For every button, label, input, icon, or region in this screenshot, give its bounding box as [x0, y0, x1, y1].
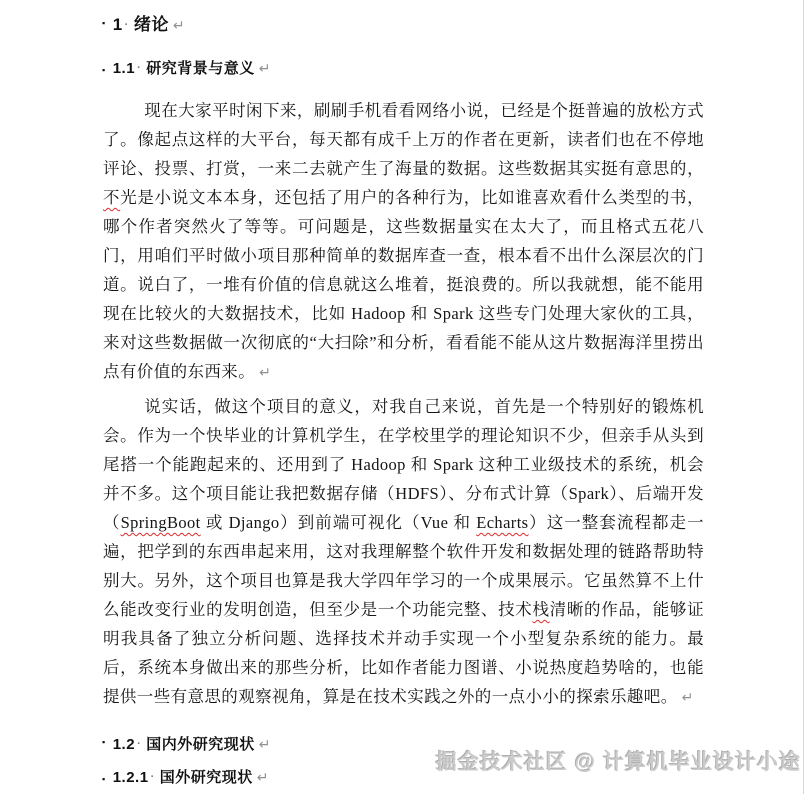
heading-number: 1 [112, 15, 123, 34]
heading-1-1-background [102, 57, 270, 78]
space-dot-mark: · [124, 19, 129, 31]
paragraph-mark-icon: ↵ [681, 690, 694, 706]
space-dot-mark: · [150, 771, 155, 783]
heading-title: 绪论 [133, 15, 169, 34]
heading-title: 国内外研究现状 [146, 736, 255, 753]
paragraph-text-segment: 清晰的作品，能够证明我具备了独立分析问题、选择技术并动手实现一个小型复杂系统的能力。最后，系统本身做出来的那些分析，比如作者能力图谱、小说热度趋势啥的，也能提供一些有意思的观察视角，算是在技术实践之外的一点小小的探索乐趣吧。 [103, 600, 705, 706]
heading-bullet-square-icon: ▪ [102, 18, 106, 28]
paragraph-mark-icon: ↵ [258, 737, 271, 753]
heading-title: 国外研究现状 [159, 769, 253, 786]
heading-number: 1.1 [112, 60, 136, 77]
space-dot-mark: · [137, 738, 142, 750]
paragraph-text-segment: 说实话，做这个项目的意义，对我自己来说，首先是一个特别好的锻炼机会。作为一个快毕业的计算机学生，在学校里学的理论知识不少，但亲手从头到尾搭一个能跑起来的、还用到了 Hadoop 和 Spark 这种工业级技术的系统，机会并不多。这个项目能让我把数据存储（HDFS）、分布式计算（Spark）、后端开发（ [103, 397, 704, 532]
watermark-text: 掘金技术社区 @ 计算机毕业设计小途 [435, 751, 801, 774]
heading-number: 1.2 [112, 736, 136, 753]
misspelled-word: 栈 [532, 600, 550, 619]
paragraph-research-background [103, 96, 704, 388]
heading-1-2-1-foreign-research [102, 766, 269, 787]
misspelled-word: 不 [103, 188, 121, 207]
heading-title: 研究背景与意义 [146, 60, 255, 77]
paragraph-text-segment: 光是小说文本本身，还包括了用户的各种行为，比如谁喜欢看什么类型的书，哪个作者突然火了等等。可问题是，这些数据量实在太大了，而且格式五花八门，用咱们平时做小项目那种简单的数据库查一查，根本看不出什么深层次的门道。说白了，一堆有价值的信息就这么堆着，挺浪费的。所以我就想，能不能用现在比较火的大数据技术，比如 Hadoop 和 Spark 这些专门处理大家伙的工具，来对这些数据做一次彻底的“大扫除”和分析，看看能不能从这片数据海洋里捞出点有价值的东西来。 [103, 188, 704, 381]
misspelled-word: SpringBoot [120, 513, 201, 532]
heading-bullet-square-icon: ▪ [102, 65, 106, 75]
heading-1-2-research-status [102, 733, 270, 754]
paragraph-project-significance [103, 392, 704, 713]
paragraph-text-segment: ）这一整套流程都走一遍，把学到的东西串起来用，这对我理解整个软件开发和数据处理的链路帮助特别大。另外，这个项目也算是我大学四年学习的一个成果展示。它虽然算不上什么能改变行业的发明创造，但至少是一个功能完整、技术 [103, 513, 705, 619]
misspelled-word: Echarts [476, 513, 529, 532]
heading-bullet-square-icon: ▪ [102, 737, 106, 747]
heading-1-intro [102, 10, 185, 35]
heading-bullet-square-icon: ▪ [102, 774, 106, 784]
page-edge-line [803, 0, 804, 794]
space-dot-mark: · [137, 62, 142, 74]
paragraph-mark-icon: ↵ [172, 18, 185, 34]
paragraph-mark-icon: ↵ [256, 770, 269, 786]
paragraph-text-segment: 或 Django）到前端可视化（Vue 和 [200, 513, 477, 532]
heading-number: 1.2.1 [112, 769, 149, 786]
paragraph-mark-icon: ↵ [258, 61, 271, 77]
paragraph-text-segment: 现在大家平时闲下来，刷刷手机看看网络小说，已经是个挺普遍的放松方式了。像起点这样的大平台，每天都有成千上万的作者在更新，读者们也在不停地评论、投票、打赏，一来二去就产生了海量的数据。这些数据其实挺有意思的， [103, 101, 704, 178]
paragraph-mark-icon: ↵ [259, 365, 271, 381]
